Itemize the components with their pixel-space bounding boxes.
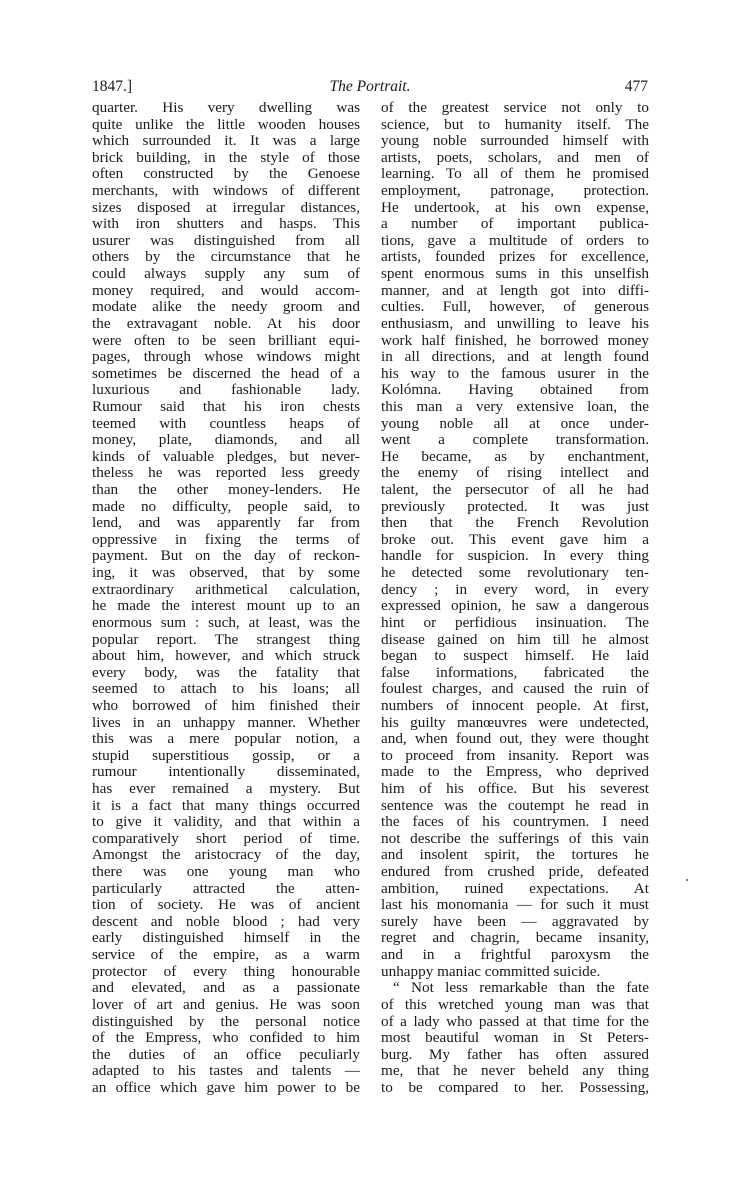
text-line: rumour intentionally disseminated, <box>92 763 360 781</box>
text-line: his way to the famous usurer in the <box>381 364 649 382</box>
text-line: kinds of valuable pledges, but never- <box>92 447 360 465</box>
text-line: this man a very extensive loan, the <box>381 397 649 415</box>
text-line: brick building, in the style of those <box>92 148 360 166</box>
text-line: of this wretched young man was that <box>381 995 649 1013</box>
text-line: Rumour said that his iron chests <box>92 397 360 415</box>
text-line: burg. My father has often assured <box>381 1045 649 1063</box>
text-line: broke out. This event gave him a <box>381 530 649 548</box>
text-line: sometimes be discerned the head of a <box>92 364 360 382</box>
text-line: lover of art and genius. He was soon <box>92 995 360 1013</box>
text-line: who borrowed of him finished their <box>92 696 360 714</box>
text-line: payment. But on the day of reckon- <box>92 547 360 565</box>
text-line: to be compared to her. Possessing, <box>381 1078 649 1096</box>
text-line: endured from crushed pride, defeated <box>381 863 649 881</box>
text-line: and elevated, and as a passionate <box>92 979 360 997</box>
text-line: an office which gave him power to be <box>92 1078 360 1096</box>
text-line: the enemy of rising intellect and <box>381 464 649 482</box>
text-line: than the other money-lenders. He <box>92 481 360 499</box>
text-line: early distinguished himself in the <box>92 929 360 947</box>
text-line: spent enormous sums in this unselfish <box>381 265 649 283</box>
page-number: 477 <box>624 78 648 95</box>
text-line: made to the Empress, who deprived <box>381 763 649 781</box>
text-line: enthusiasm, and unwilling to leave his <box>381 314 649 332</box>
text-line: manner, and at length got into diffi- <box>381 281 649 299</box>
text-line: foulest charges, and caused the ruin of <box>381 680 649 698</box>
text-line: began to suspect himself. He laid <box>381 647 649 665</box>
text-line: of the Empress, who confided to him <box>92 1029 360 1047</box>
text-line: were often to be seen brilliant equi- <box>92 331 360 349</box>
text-line: artists, founded prizes for excellence, <box>381 248 649 266</box>
text-line: often constructed by the Genoese <box>92 165 360 183</box>
right-text-column <box>381 100 649 1097</box>
text-line: handle for suspicion. In every thing <box>381 547 649 565</box>
text-line: him of his office. But his severest <box>381 779 649 797</box>
text-line: me, that he never beheld any thing <box>381 1062 649 1080</box>
text-line: comparatively short period of time. <box>92 829 360 847</box>
text-line: with iron shutters and hasps. This <box>92 215 360 233</box>
text-line: about him, however, and which struck <box>92 647 360 665</box>
text-line: which surrounded it. It was a large <box>92 132 360 150</box>
text-line: regret and chagrin, became insanity, <box>381 929 649 947</box>
text-line: every body, was the fatality that <box>92 663 360 681</box>
text-line: his guilty manœuvres were undetected, <box>381 713 649 731</box>
text-line: quite unlike the little wooden houses <box>92 115 360 133</box>
text-line: particularly attracted the atten- <box>92 879 360 897</box>
text-line: theless he was reported less greedy <box>92 464 360 482</box>
text-line: tions, gave a multitude of orders to <box>381 231 649 249</box>
text-line: in all directions, and at length found <box>381 348 649 366</box>
text-line: teemed with countless heaps of <box>92 414 360 432</box>
text-line: learning. To all of them he promised <box>381 165 649 183</box>
text-line: surely have been — aggravated by <box>381 912 649 930</box>
text-line: Amongst the aristocracy of the day, <box>92 846 360 864</box>
text-line: sentence was the coutempt he read in <box>381 796 649 814</box>
text-line: modate alike the needy groom and <box>92 298 360 316</box>
text-line: expressed opinion, he saw a dangerous <box>381 597 649 615</box>
text-line: has ever remained a mystery. But <box>92 779 360 797</box>
text-line: made no difficulty, people said, to <box>92 497 360 515</box>
text-line: merchants, with windows of different <box>92 182 360 200</box>
text-line: numbers of innocent people. At first, <box>381 696 649 714</box>
text-line: went a complete transformation. <box>381 431 649 449</box>
text-line: last his monomania — for such it must <box>381 896 649 914</box>
text-line: adapted to his tastes and talents — <box>92 1062 360 1080</box>
text-line: this was a mere popular notion, a <box>92 730 360 748</box>
text-line: not describe the sufferings of this vain <box>381 829 649 847</box>
text-line: seemed to attach to his loans; all <box>92 680 360 698</box>
text-line: protector of every thing honourable <box>92 962 360 980</box>
year-label: 1847.] <box>92 78 133 95</box>
text-line: dency ; in every word, in every <box>381 580 649 598</box>
running-title: The Portrait. <box>329 78 411 95</box>
text-line: of a lady who passed at that time for the <box>381 1012 649 1030</box>
text-line: pages, through whose windows might <box>92 348 360 366</box>
text-line: most beautiful woman in St Peters- <box>381 1029 649 1047</box>
text-line: he detected some revolutionary ten- <box>381 564 649 582</box>
text-line: popular report. The strangest thing <box>92 630 360 648</box>
running-header <box>92 78 648 98</box>
text-line: he made the interest mount up to an <box>92 597 360 615</box>
text-line: there was one young man who <box>92 863 360 881</box>
text-line: disease gained on him till he almost <box>381 630 649 648</box>
text-line: culties. Full, however, of generous <box>381 298 649 316</box>
text-line: to give it validity, and that within a <box>92 813 360 831</box>
text-line: money, plate, diamonds, and all <box>92 431 360 449</box>
text-line: service of the empire, as a warm <box>92 946 360 964</box>
text-line: hint or perfidious insinuation. The <box>381 613 649 631</box>
text-line: to proceed from insanity. Report was <box>381 746 649 764</box>
text-line: artists, poets, scholars, and men of <box>381 148 649 166</box>
text-line: Kolómna. Having obtained from <box>381 381 649 399</box>
text-line: the duties of an office peculiarly <box>92 1045 360 1063</box>
text-line: usurer was distinguished from all <box>92 231 360 249</box>
text-line: could always supply any sum of <box>92 265 360 283</box>
left-text-column <box>92 100 360 1097</box>
text-line: unhappy maniac committed suicide. <box>381 962 601 980</box>
text-line: others by the circumstance that he <box>92 248 360 266</box>
text-line: He became, as by enchantment, <box>381 447 649 465</box>
text-line: stupid superstitious gossip, or a <box>92 746 360 764</box>
text-line: then that the French Revolution <box>381 514 649 532</box>
text-line: enormous sum : such, at least, was the <box>92 613 360 631</box>
text-line: and insolent spirit, the tortures he <box>381 846 649 864</box>
text-line: of the greatest service not only to <box>381 99 649 116</box>
text-line: tion of society. He was of ancient <box>92 896 360 914</box>
text-line: ing, it was observed, that by some <box>92 564 360 582</box>
scan-speck <box>686 879 688 881</box>
text-line: and in a frightful paroxysm the <box>381 946 649 964</box>
text-line: and, when found out, they were thought <box>381 730 649 748</box>
text-line: ambition, ruined expectations. At <box>381 879 649 897</box>
text-line: false informations, fabricated the <box>381 663 649 681</box>
text-line: it is a fact that many things occurred <box>92 796 360 814</box>
text-line: previously protected. It was just <box>381 497 649 515</box>
text-line: lives in an unhappy manner. Whether <box>92 713 360 731</box>
text-line: the faces of his countrymen. I need <box>381 813 649 831</box>
text-line: oppressive in fixing the terms of <box>92 530 360 548</box>
text-line: money required, and would accom- <box>92 281 360 299</box>
text-line: employment, patronage, protection. <box>381 182 649 200</box>
text-line: extraordinary arithmetical calculation, <box>92 580 360 598</box>
text-line: young noble surrounded himself with <box>381 132 649 150</box>
text-line: distinguished by the personal notice <box>92 1012 360 1030</box>
text-line: young noble all at once under- <box>381 414 649 432</box>
text-line: work half finished, he borrowed money <box>381 331 649 349</box>
text-line: sizes disposed at irregular distances, <box>92 198 360 216</box>
text-line: descent and noble blood ; had very <box>92 912 360 930</box>
text-line: quarter. His very dwelling was <box>92 99 360 116</box>
text-line: He undertook, at his own expense, <box>381 198 649 216</box>
text-line: talent, the persecutor of all he had <box>381 481 649 499</box>
text-line: the extravagant noble. At his door <box>92 314 360 332</box>
text-line: luxurious and fashionable lady. <box>92 381 360 399</box>
text-line: science, but to humanity itself. The <box>381 115 649 133</box>
text-line: lend, and was apparently far from <box>92 514 360 532</box>
text-line: “ Not less remarkable than the fate <box>393 979 649 997</box>
text-line: a number of important publica- <box>381 215 649 233</box>
